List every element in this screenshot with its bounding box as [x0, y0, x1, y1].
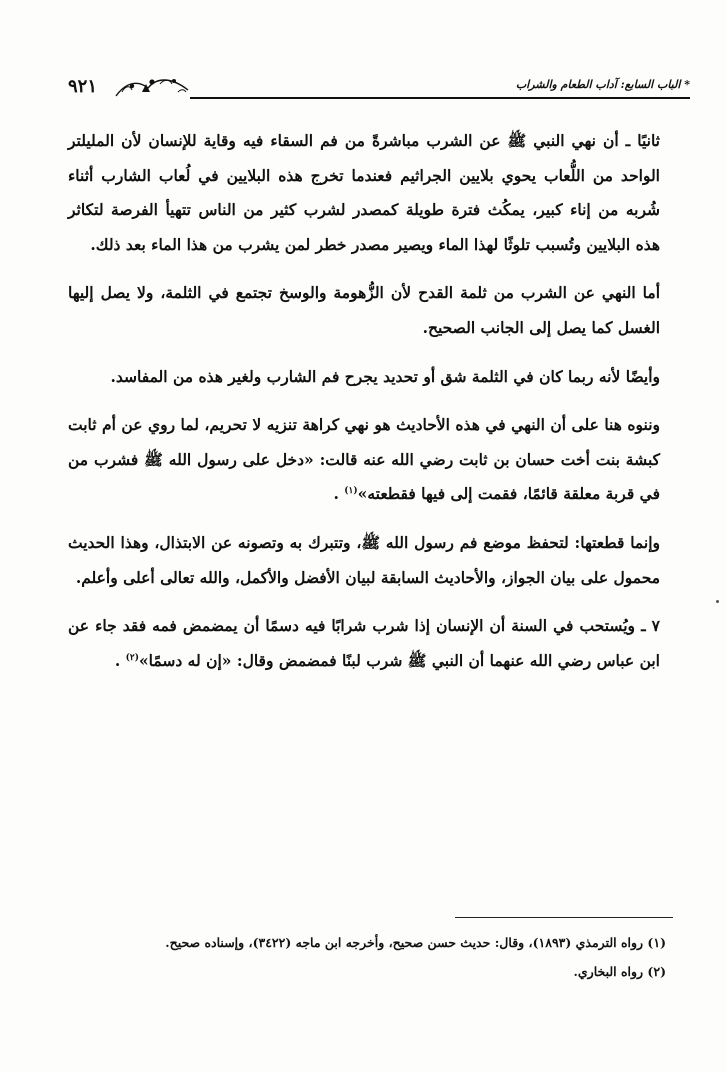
hadith-kabsha-text: وننوه هنا على أن النهي في هذه الأحاديث هو نهي كراهة تنزيه لا تحريم، لما روي عن أم ثابت كبشة بنت أخت حسان بن ثابت رضي الله عنه قالت: «دخل على رسول الله ﷺ فشرب من في قربة معلقة قائمًا، فقمت إلى فيها فقطعته» [68, 415, 660, 504]
paragraph-other-harms: وأيضًا لأنه ربما كان في الثلمة شق أو تحديد يجرح فم الشارب ولغير هذه من المفاسد. [110, 366, 660, 386]
paragraph-hadith-kabsha: وننوه هنا على أن النهي في هذه الأحاديث هو نهي كراهة تنزيه لا تحريم، لما روي عن أم ثابت كبشة بنت أخت حسان بن ثابت رضي الله عنه قالت: «دخل على رسول الله ﷺ فشرب من في قربة معلقة قائمًا، فقمت إلى فيها فقطعته»$^{(١)}$ . [68, 415, 660, 504]
footnote-separator [455, 917, 673, 918]
paragraph-explanation: وإنما قطعتها: لتحفظ موضع فم رسول الله ﷺ، وتتبرك به وتصونه عن الابتذال، وهذا الحديث محمول على بيان الجواز، والأحاديث السابقة لبيان الأفضل والأكمل، والله تعالى أعلى وأعلم. [68, 532, 660, 587]
paragraph-mouth-of-waterskin: ثانيًا ـ أن نهي النبي ﷺ عن الشرب مباشرةً من فم السقاء فيه وقاية للإنسان لأن المليلتر الواحد من اللُّعاب يحوي بلايين الجراثيم فعندما تخرج هذه البلايين في لُعاب الشارب أثناء شُربه من إناء كبير، يمكُث فترة طويلة كمصدر لشرب كثير من الناس تتهيأ الفرصة لتكاثر هذه البلايين وتُسبب تلوثًا لهذا الماء ويصير مصدر خطر لمن يشرب من هذا الماء بعد ذلك. [68, 131, 660, 254]
header-rule [190, 97, 690, 99]
footnote-ref-2: (٢) [125, 652, 139, 663]
footnote-2: (٢) رواه البخاري. [573, 964, 666, 979]
floral-ornament-icon [112, 72, 192, 102]
footnotes [66, 928, 666, 986]
main-text [68, 124, 660, 678]
paragraph-cracked-cup: أما النهي عن الشرب من ثلمة القدح لأن الزُّهومة والوسخ تجتمع في الثلمة، ولا يصل إليها الغسل كما يصل إلى الجانب الصحيح. [68, 283, 660, 337]
margin-mark [716, 600, 719, 603]
page-number: ٩٢١ [68, 76, 98, 97]
footnote-1: (١) رواه الترمذي (١٨٩٣)، وقال: حديث حسن صحيح، وأخرجه ابن ماجه (٣٤٢٢)، وإسناده صحيح. [165, 935, 666, 950]
chapter-title: * الباب السابع: آداب الطعام والشراب [510, 78, 690, 91]
paragraph-rinsing-mouth: ٧ ـ ويُستحب في السنة أن الإنسان إذا شرب شرابًا فيه دسمًا أن يمضمض فمه فقد جاء عن ابن عباس رضي الله عنهما أن النبي ﷺ شرب لبنًا فمضمض وقال: «إن له دسمًا»$^{(٢)}$ . [68, 616, 660, 670]
footnote-ref-1: (١) [344, 486, 358, 497]
rinsing-mouth-text: ٧ ـ ويُستحب في السنة أن الإنسان إذا شرب شرابًا فيه دسمًا أن يمضمض فمه فقد جاء عن ابن عباس رضي الله عنهما أن النبي ﷺ شرب لبنًا فمضمض وقال: «إن له دسمًا» [68, 616, 660, 670]
page-header [60, 70, 690, 110]
